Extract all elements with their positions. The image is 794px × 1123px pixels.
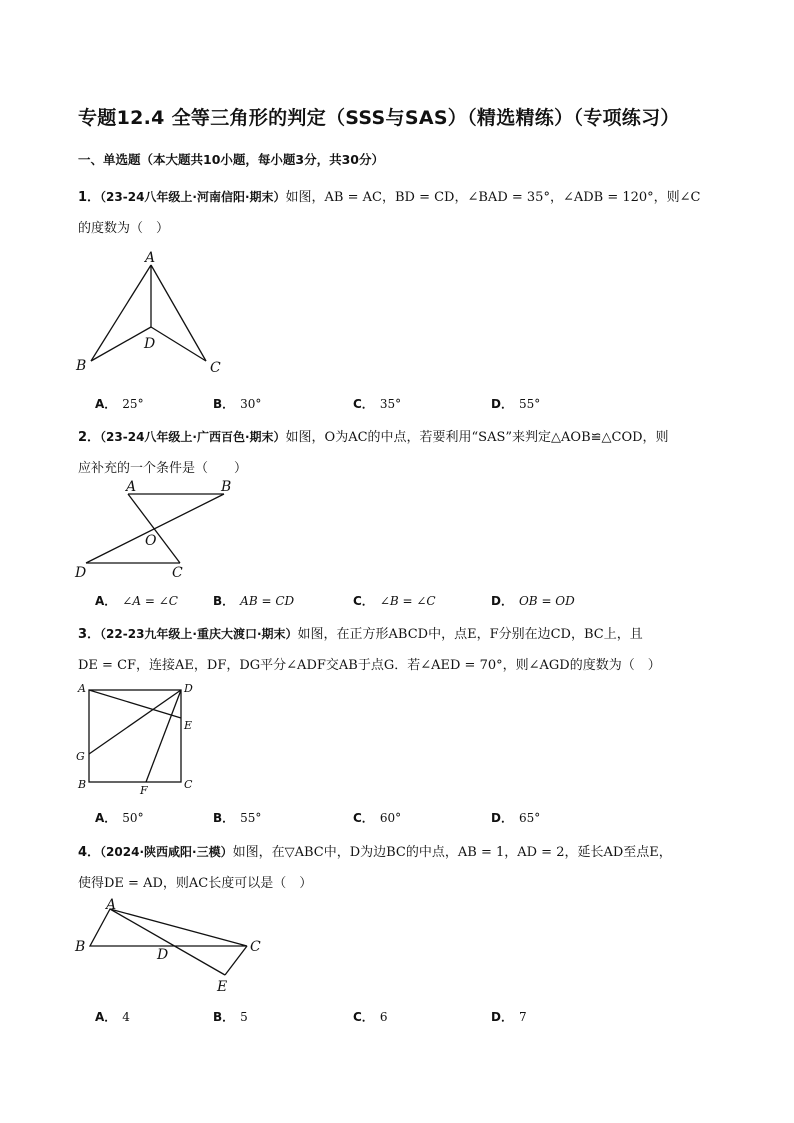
question-1-text: 如图，AB = AC，BD = CD，∠BAD = 35°，∠ADB = 120°，则∠C <box>285 190 701 205</box>
label-f: F <box>140 784 148 797</box>
question-2-line-1 <box>78 426 669 445</box>
label-e: E <box>184 719 193 732</box>
question-2-text: 如图，O为AC的中点，若要利用“SAS”来判定△AOB≌△COD，则 <box>285 430 669 445</box>
label-a: A <box>145 250 156 266</box>
question-1-line-1 <box>78 186 701 205</box>
label-d: D <box>184 682 193 695</box>
label-o: O <box>145 533 157 549</box>
triangle-abc <box>90 909 247 946</box>
question-4-number: 4． <box>78 845 101 860</box>
q1-option-d[interactable]: D． 55° <box>491 397 541 411</box>
question-2-source: （23-24八年级上·广西百色·期末） <box>100 430 286 444</box>
label-b: B <box>221 479 232 495</box>
label-d: D <box>75 565 87 581</box>
figure-3 <box>70 680 210 800</box>
question-4-line-1 <box>78 841 672 860</box>
question-3-text: 如图，在正方形ABCD中，点E，F分别在边CD，BC上，且 <box>297 627 643 642</box>
question-2-number: 2． <box>78 430 101 445</box>
section-heading: 一、单选题（本大题共10小题，每小题3分，共30分） <box>78 152 384 167</box>
label-b: B <box>75 939 86 955</box>
q1-option-b[interactable]: B． 30° <box>213 397 262 411</box>
question-2-line-2: 应补充的一个条件是（ ） <box>78 461 248 476</box>
label-a: A <box>106 897 117 913</box>
q2-option-d[interactable]: D． OB = OD <box>491 594 575 608</box>
segment-ae <box>89 690 181 718</box>
segment-ab <box>91 265 151 361</box>
label-c: C <box>250 939 261 955</box>
label-b: B <box>76 358 87 374</box>
question-3-source: （22-23九年级上·重庆大渡口·期末） <box>100 627 298 641</box>
q3-option-a[interactable]: A． 50° <box>95 811 144 825</box>
question-3-number: 3． <box>78 627 101 642</box>
figure-4 <box>70 895 270 1000</box>
label-d: D <box>157 947 169 963</box>
question-4-text: 如图，在▽ABC中，D为边BC的中点，AB = 1，AD = 2，延长AD至点E， <box>232 845 672 860</box>
segment-bd <box>91 327 151 361</box>
q1-option-c[interactable]: C． 35° <box>353 397 402 411</box>
label-c: C <box>172 565 183 581</box>
segment-ac <box>151 265 206 361</box>
label-c: C <box>184 778 193 791</box>
label-c: C <box>210 360 221 376</box>
label-g: G <box>76 750 85 763</box>
segment-cd <box>151 327 206 361</box>
question-1-line-2: 的度数为（ ） <box>78 221 170 236</box>
label-e: E <box>217 979 228 995</box>
q4-option-a[interactable]: A． 4 <box>95 1010 130 1024</box>
question-1-source: （23-24八年级上·河南信阳·期末） <box>100 190 286 204</box>
question-3-line-2: DE = CF，连接AE，DF，DG平分∠ADF交AB于点G．若∠AED = 70°，则∠AGD的度数为（ ） <box>78 658 661 673</box>
page-title: 专题12.4 全等三角形的判定（SSS与SAS）（精选精练）（专项练习） <box>78 107 680 129</box>
segment-bd <box>86 494 224 563</box>
label-b: B <box>78 778 87 791</box>
q3-option-c[interactable]: C． 60° <box>353 811 402 825</box>
label-a: A <box>126 479 137 495</box>
q4-option-d[interactable]: D． 7 <box>491 1010 527 1024</box>
q2-option-a[interactable]: A． ∠A = ∠C <box>95 594 178 608</box>
figure-2 <box>70 478 250 583</box>
segment-ce <box>225 946 247 975</box>
q2-option-b[interactable]: B． AB = CD <box>213 594 295 608</box>
q2-option-c[interactable]: C． ∠B = ∠C <box>353 594 436 608</box>
q1-option-a[interactable]: A． 25° <box>95 397 144 411</box>
segment-dg <box>89 690 181 754</box>
figure-1 <box>70 245 240 380</box>
q4-option-b[interactable]: B． 5 <box>213 1010 248 1024</box>
label-a: A <box>78 682 86 695</box>
q4-option-c[interactable]: C． 6 <box>353 1010 388 1024</box>
q3-option-d[interactable]: D． 65° <box>491 811 541 825</box>
question-3-line-1 <box>78 623 643 642</box>
question-4-line-2: 使得DE = AD，则AC长度可以是（ ） <box>78 876 313 891</box>
question-4-source: （2024·陕西咸阳·三模） <box>100 845 233 859</box>
segment-ae <box>110 909 225 975</box>
label-d: D <box>144 336 156 352</box>
segment-df <box>146 690 181 782</box>
q3-option-b[interactable]: B． 55° <box>213 811 262 825</box>
question-1-number: 1． <box>78 190 101 205</box>
